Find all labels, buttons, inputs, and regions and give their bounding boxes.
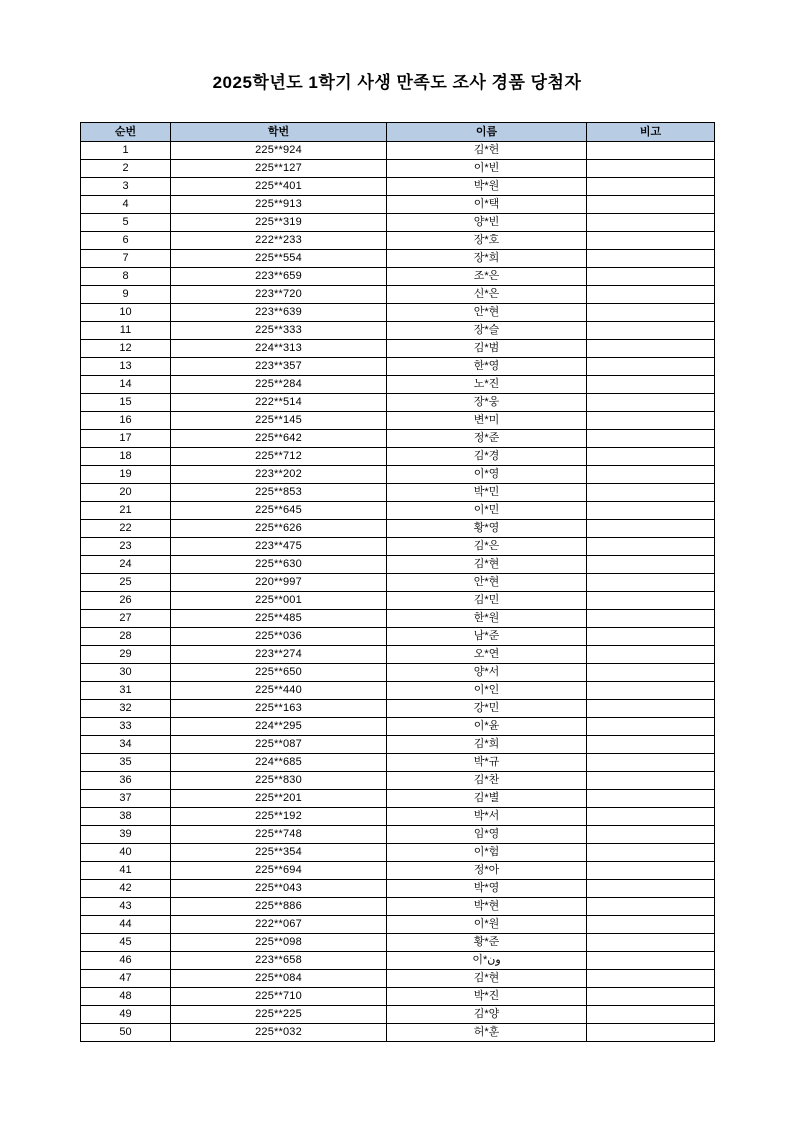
- cell-student-id: 225**354: [171, 844, 387, 862]
- cell-student-id: 222**514: [171, 394, 387, 412]
- table-row: [81, 988, 715, 1006]
- table-row: [81, 250, 715, 268]
- table-row: [81, 376, 715, 394]
- cell-no: 35: [81, 754, 171, 772]
- cell-note: [587, 934, 715, 952]
- cell-name: 김*민: [387, 592, 587, 610]
- table-row: [81, 1006, 715, 1024]
- cell-no: 34: [81, 736, 171, 754]
- cell-name: 박*서: [387, 808, 587, 826]
- cell-name: 김*경: [387, 448, 587, 466]
- cell-note: [587, 394, 715, 412]
- table-row: [81, 556, 715, 574]
- cell-note: [587, 340, 715, 358]
- table-row: [81, 646, 715, 664]
- cell-student-id: 225**201: [171, 790, 387, 808]
- cell-name: 조*은: [387, 268, 587, 286]
- cell-no: 44: [81, 916, 171, 934]
- page-title: 2025학년도 1학기 사생 만족도 조사 경품 당첨자: [212, 73, 582, 92]
- cell-note: [587, 808, 715, 826]
- cell-student-id: 225**626: [171, 520, 387, 538]
- cell-note: [587, 556, 715, 574]
- cell-note: [587, 322, 715, 340]
- cell-note: [587, 880, 715, 898]
- cell-student-id: 225**650: [171, 664, 387, 682]
- table-row: [81, 898, 715, 916]
- cell-note: [587, 412, 715, 430]
- cell-no: 10: [81, 304, 171, 322]
- cell-student-id: 225**319: [171, 214, 387, 232]
- cell-no: 26: [81, 592, 171, 610]
- cell-student-id: 223**357: [171, 358, 387, 376]
- cell-note: [587, 916, 715, 934]
- cell-no: 3: [81, 178, 171, 196]
- cell-no: 21: [81, 502, 171, 520]
- table-row: [81, 412, 715, 430]
- cell-no: 17: [81, 430, 171, 448]
- cell-no: 20: [81, 484, 171, 502]
- cell-student-id: 225**401: [171, 178, 387, 196]
- cell-note: [587, 466, 715, 484]
- cell-student-id: 225**333: [171, 322, 387, 340]
- cell-name: 이*민: [387, 502, 587, 520]
- table-row: [81, 430, 715, 448]
- cell-name: 박*원: [387, 178, 587, 196]
- cell-student-id: 225**036: [171, 628, 387, 646]
- cell-student-id: 225**710: [171, 988, 387, 1006]
- cell-no: 42: [81, 880, 171, 898]
- cell-name: 박*영: [387, 880, 587, 898]
- cell-no: 9: [81, 286, 171, 304]
- cell-no: 6: [81, 232, 171, 250]
- cell-no: 23: [81, 538, 171, 556]
- table-row: [81, 394, 715, 412]
- cell-name: 장*웅: [387, 394, 587, 412]
- cell-name: 이*윤: [387, 718, 587, 736]
- cell-name: 장*슬: [387, 322, 587, 340]
- cell-name: 김*현: [387, 970, 587, 988]
- table-row: [81, 1024, 715, 1042]
- table-header-row: [81, 123, 715, 142]
- cell-note: [587, 970, 715, 988]
- cell-note: [587, 754, 715, 772]
- cell-student-id: 225**127: [171, 160, 387, 178]
- cell-name: 노*진: [387, 376, 587, 394]
- cell-no: 30: [81, 664, 171, 682]
- cell-student-id: 222**233: [171, 232, 387, 250]
- cell-name: 박*민: [387, 484, 587, 502]
- cell-no: 13: [81, 358, 171, 376]
- cell-note: [587, 160, 715, 178]
- cell-student-id: 225**694: [171, 862, 387, 880]
- cell-student-id: 225**485: [171, 610, 387, 628]
- table-row: [81, 178, 715, 196]
- table-row: [81, 268, 715, 286]
- cell-note: [587, 844, 715, 862]
- cell-note: [587, 664, 715, 682]
- cell-student-id: 225**087: [171, 736, 387, 754]
- cell-note: [587, 790, 715, 808]
- table-row: [81, 196, 715, 214]
- cell-name: 이*빈: [387, 160, 587, 178]
- cell-note: [587, 250, 715, 268]
- cell-name: 이*험: [387, 844, 587, 862]
- cell-no: 50: [81, 1024, 171, 1042]
- cell-student-id: 223**475: [171, 538, 387, 556]
- cell-note: [587, 610, 715, 628]
- cell-name: 김*별: [387, 790, 587, 808]
- cell-note: [587, 574, 715, 592]
- cell-note: [587, 826, 715, 844]
- table-row: [81, 628, 715, 646]
- cell-no: 37: [81, 790, 171, 808]
- table-row: [81, 844, 715, 862]
- cell-student-id: 224**313: [171, 340, 387, 358]
- cell-student-id: 225**645: [171, 502, 387, 520]
- cell-no: 38: [81, 808, 171, 826]
- cell-note: [587, 628, 715, 646]
- cell-note: [587, 736, 715, 754]
- cell-student-id: 225**163: [171, 700, 387, 718]
- cell-no: 19: [81, 466, 171, 484]
- cell-no: 1: [81, 142, 171, 160]
- cell-student-id: 224**295: [171, 718, 387, 736]
- cell-name: 황*준: [387, 934, 587, 952]
- table-row: [81, 574, 715, 592]
- cell-note: [587, 520, 715, 538]
- winners-table-container: [80, 122, 714, 1042]
- cell-note: [587, 1006, 715, 1024]
- table-row: [81, 286, 715, 304]
- cell-name: 안*현: [387, 304, 587, 322]
- cell-student-id: 223**720: [171, 286, 387, 304]
- cell-note: [587, 502, 715, 520]
- cell-note: [587, 196, 715, 214]
- table-row: [81, 718, 715, 736]
- cell-student-id: 223**202: [171, 466, 387, 484]
- table-row: [81, 952, 715, 970]
- cell-student-id: 223**274: [171, 646, 387, 664]
- cell-student-id: 220**997: [171, 574, 387, 592]
- cell-note: [587, 718, 715, 736]
- cell-no: 22: [81, 520, 171, 538]
- table-row: [81, 790, 715, 808]
- table-row: [81, 610, 715, 628]
- column-header-no: 순번: [81, 123, 171, 142]
- table-row: [81, 142, 715, 160]
- cell-student-id: 225**098: [171, 934, 387, 952]
- table-row: [81, 232, 715, 250]
- cell-student-id: 225**145: [171, 412, 387, 430]
- cell-name: 박*진: [387, 988, 587, 1006]
- table-row: [81, 340, 715, 358]
- cell-no: 2: [81, 160, 171, 178]
- cell-note: [587, 376, 715, 394]
- cell-no: 12: [81, 340, 171, 358]
- cell-note: [587, 682, 715, 700]
- column-header-note: 비고: [587, 123, 715, 142]
- cell-note: [587, 178, 715, 196]
- table-row: [81, 520, 715, 538]
- cell-name: 박*현: [387, 898, 587, 916]
- cell-name: 변*미: [387, 412, 587, 430]
- table-row: [81, 484, 715, 502]
- table-row: [81, 880, 715, 898]
- table-row: [81, 934, 715, 952]
- cell-name: 황*영: [387, 520, 587, 538]
- cell-no: 14: [81, 376, 171, 394]
- table-row: [81, 736, 715, 754]
- cell-student-id: 225**225: [171, 1006, 387, 1024]
- cell-note: [587, 952, 715, 970]
- cell-student-id: 225**748: [171, 826, 387, 844]
- cell-note: [587, 646, 715, 664]
- cell-note: [587, 1024, 715, 1042]
- cell-name: 이*인: [387, 682, 587, 700]
- cell-name: 이*ون: [387, 952, 587, 970]
- cell-no: 43: [81, 898, 171, 916]
- cell-name: 남*준: [387, 628, 587, 646]
- table-row: [81, 664, 715, 682]
- winners-table: [80, 122, 715, 1042]
- cell-student-id: 225**001: [171, 592, 387, 610]
- cell-no: 16: [81, 412, 171, 430]
- cell-name: 신*은: [387, 286, 587, 304]
- cell-no: 48: [81, 988, 171, 1006]
- table-row: [81, 808, 715, 826]
- cell-note: [587, 214, 715, 232]
- cell-name: 허*훈: [387, 1024, 587, 1042]
- cell-name: 양*빈: [387, 214, 587, 232]
- cell-name: 안*현: [387, 574, 587, 592]
- cell-name: 장*호: [387, 232, 587, 250]
- cell-no: 33: [81, 718, 171, 736]
- cell-name: 김*현: [387, 556, 587, 574]
- column-header-student-id: 학번: [171, 123, 387, 142]
- cell-name: 정*준: [387, 430, 587, 448]
- cell-name: 이*택: [387, 196, 587, 214]
- cell-student-id: 225**043: [171, 880, 387, 898]
- table-body: [81, 142, 715, 1042]
- cell-no: 32: [81, 700, 171, 718]
- cell-student-id: 223**639: [171, 304, 387, 322]
- cell-note: [587, 862, 715, 880]
- cell-student-id: 225**084: [171, 970, 387, 988]
- table-row: [81, 304, 715, 322]
- cell-student-id: 224**685: [171, 754, 387, 772]
- table-row: [81, 826, 715, 844]
- cell-name: 강*민: [387, 700, 587, 718]
- cell-no: 29: [81, 646, 171, 664]
- cell-no: 18: [81, 448, 171, 466]
- table-row: [81, 358, 715, 376]
- cell-student-id: 225**712: [171, 448, 387, 466]
- cell-name: 장*희: [387, 250, 587, 268]
- cell-name: 김*헌: [387, 142, 587, 160]
- cell-note: [587, 484, 715, 502]
- cell-no: 46: [81, 952, 171, 970]
- cell-name: 김*은: [387, 538, 587, 556]
- cell-student-id: 225**554: [171, 250, 387, 268]
- cell-note: [587, 304, 715, 322]
- cell-student-id: 225**630: [171, 556, 387, 574]
- cell-note: [587, 898, 715, 916]
- cell-no: 24: [81, 556, 171, 574]
- cell-name: 이*원: [387, 916, 587, 934]
- table-row: [81, 466, 715, 484]
- cell-no: 28: [81, 628, 171, 646]
- cell-no: 8: [81, 268, 171, 286]
- table-row: [81, 682, 715, 700]
- cell-no: 11: [81, 322, 171, 340]
- cell-name: 오*연: [387, 646, 587, 664]
- cell-no: 41: [81, 862, 171, 880]
- cell-name: 임*영: [387, 826, 587, 844]
- cell-no: 5: [81, 214, 171, 232]
- cell-note: [587, 538, 715, 556]
- cell-note: [587, 430, 715, 448]
- cell-name: 정*아: [387, 862, 587, 880]
- table-row: [81, 160, 715, 178]
- cell-no: 49: [81, 1006, 171, 1024]
- table-row: [81, 214, 715, 232]
- cell-name: 김*희: [387, 736, 587, 754]
- cell-student-id: 225**830: [171, 772, 387, 790]
- table-row: [81, 916, 715, 934]
- cell-name: 김*양: [387, 1006, 587, 1024]
- table-header: [81, 123, 715, 142]
- table-row: [81, 592, 715, 610]
- table-row: [81, 970, 715, 988]
- cell-no: 39: [81, 826, 171, 844]
- cell-name: 김*찬: [387, 772, 587, 790]
- column-header-name: 이름: [387, 123, 587, 142]
- cell-no: 45: [81, 934, 171, 952]
- table-row: [81, 502, 715, 520]
- cell-no: 4: [81, 196, 171, 214]
- cell-note: [587, 358, 715, 376]
- cell-student-id: 225**642: [171, 430, 387, 448]
- cell-student-id: 225**032: [171, 1024, 387, 1042]
- cell-note: [587, 448, 715, 466]
- cell-student-id: 225**924: [171, 142, 387, 160]
- cell-note: [587, 772, 715, 790]
- cell-student-id: 225**913: [171, 196, 387, 214]
- cell-note: [587, 286, 715, 304]
- table-row: [81, 700, 715, 718]
- cell-note: [587, 232, 715, 250]
- cell-note: [587, 268, 715, 286]
- cell-no: 7: [81, 250, 171, 268]
- cell-no: 36: [81, 772, 171, 790]
- cell-name: 한*영: [387, 358, 587, 376]
- table-row: [81, 448, 715, 466]
- cell-no: 15: [81, 394, 171, 412]
- cell-note: [587, 592, 715, 610]
- cell-student-id: 222**067: [171, 916, 387, 934]
- cell-no: 40: [81, 844, 171, 862]
- cell-name: 이*영: [387, 466, 587, 484]
- table-row: [81, 772, 715, 790]
- cell-no: 31: [81, 682, 171, 700]
- cell-student-id: 223**659: [171, 268, 387, 286]
- cell-note: [587, 988, 715, 1006]
- cell-no: 27: [81, 610, 171, 628]
- cell-no: 25: [81, 574, 171, 592]
- cell-student-id: 225**886: [171, 898, 387, 916]
- cell-student-id: 225**853: [171, 484, 387, 502]
- cell-student-id: 223**658: [171, 952, 387, 970]
- table-row: [81, 538, 715, 556]
- cell-name: 한*원: [387, 610, 587, 628]
- cell-name: 양*서: [387, 664, 587, 682]
- table-row: [81, 754, 715, 772]
- cell-student-id: 225**440: [171, 682, 387, 700]
- cell-no: 47: [81, 970, 171, 988]
- cell-name: 김*범: [387, 340, 587, 358]
- cell-note: [587, 700, 715, 718]
- cell-note: [587, 142, 715, 160]
- cell-student-id: 225**192: [171, 808, 387, 826]
- table-row: [81, 322, 715, 340]
- table-row: [81, 862, 715, 880]
- cell-student-id: 225**284: [171, 376, 387, 394]
- cell-name: 박*규: [387, 754, 587, 772]
